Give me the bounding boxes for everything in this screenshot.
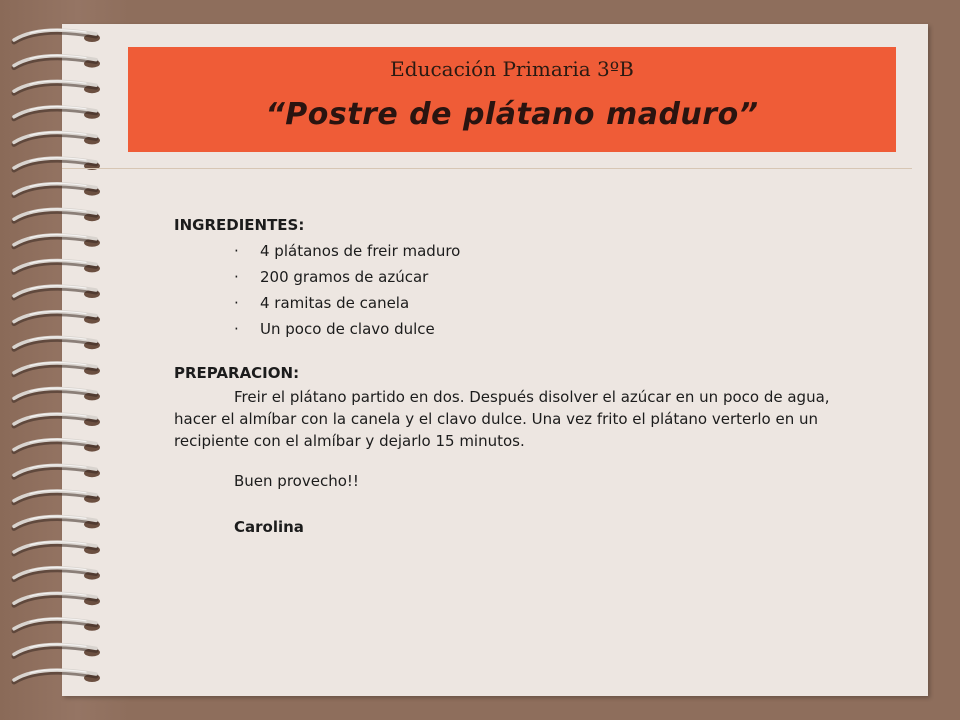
bullet-dot: · <box>234 268 239 286</box>
recipe-title: “Postre de plátano maduro” <box>265 97 759 132</box>
spiral-ring <box>14 516 100 528</box>
spiral-ring <box>14 567 100 579</box>
spiral-ring <box>14 183 100 195</box>
spiral-ring <box>14 286 100 298</box>
preparation-heading: PREPARACION: <box>174 364 300 382</box>
ingredient-item <box>234 266 874 288</box>
title-banner <box>128 47 896 152</box>
spiral-ring <box>14 55 100 67</box>
ingredient-label: 4 plátanos de freir maduro <box>260 242 461 260</box>
ingredients-heading: INGREDIENTES: <box>174 216 305 234</box>
spiral-ring <box>14 132 100 144</box>
bullet-dot: · <box>234 294 239 312</box>
spiral-ring <box>14 81 100 93</box>
spiral-ring <box>14 30 100 42</box>
spiral-ring <box>14 465 100 477</box>
spiral-ring <box>14 235 100 247</box>
spiral-ring <box>14 593 100 605</box>
spiral-ring <box>14 491 100 503</box>
preparation-text: Freir el plátano partido en dos. Después disolver el azúcar en un poco de agua, hacer el almíbar con la canela y el clavo dulce. Una vez frito el plátano verterlo en un recipiente con el almíbar y dejarlo 15 minutos. <box>174 388 830 450</box>
ingredients-list <box>174 240 874 340</box>
spiral-ring <box>14 337 100 349</box>
spiral-binding <box>0 22 110 702</box>
recipe-content <box>174 214 874 538</box>
spiral-ring <box>14 363 100 375</box>
spiral-ring <box>14 107 100 119</box>
spiral-ring <box>14 542 100 554</box>
ingredient-label: 4 ramitas de canela <box>260 294 410 312</box>
ingredient-item <box>234 318 874 340</box>
spiral-ring <box>14 260 100 272</box>
class-subtitle: Educación Primaria 3ºB <box>390 57 634 81</box>
bullet-dot: · <box>234 242 239 260</box>
spiral-ring <box>14 311 100 323</box>
spiral-ring <box>14 439 100 451</box>
spiral-ring <box>14 388 100 400</box>
closing-text: Buen provecho!! <box>234 472 359 490</box>
spiral-ring <box>14 619 100 631</box>
spiral-ring <box>14 209 100 221</box>
author-signature: Carolina <box>234 518 304 536</box>
ingredient-item <box>234 240 874 262</box>
spiral-ring <box>14 644 100 656</box>
divider-line <box>62 168 912 169</box>
bullet-dot: · <box>234 320 239 338</box>
ingredient-item <box>234 292 874 314</box>
ingredient-label: Un poco de clavo dulce <box>260 320 435 338</box>
spiral-ring <box>14 414 100 426</box>
ingredient-label: 200 gramos de azúcar <box>260 268 429 286</box>
spiral-ring <box>14 670 100 682</box>
